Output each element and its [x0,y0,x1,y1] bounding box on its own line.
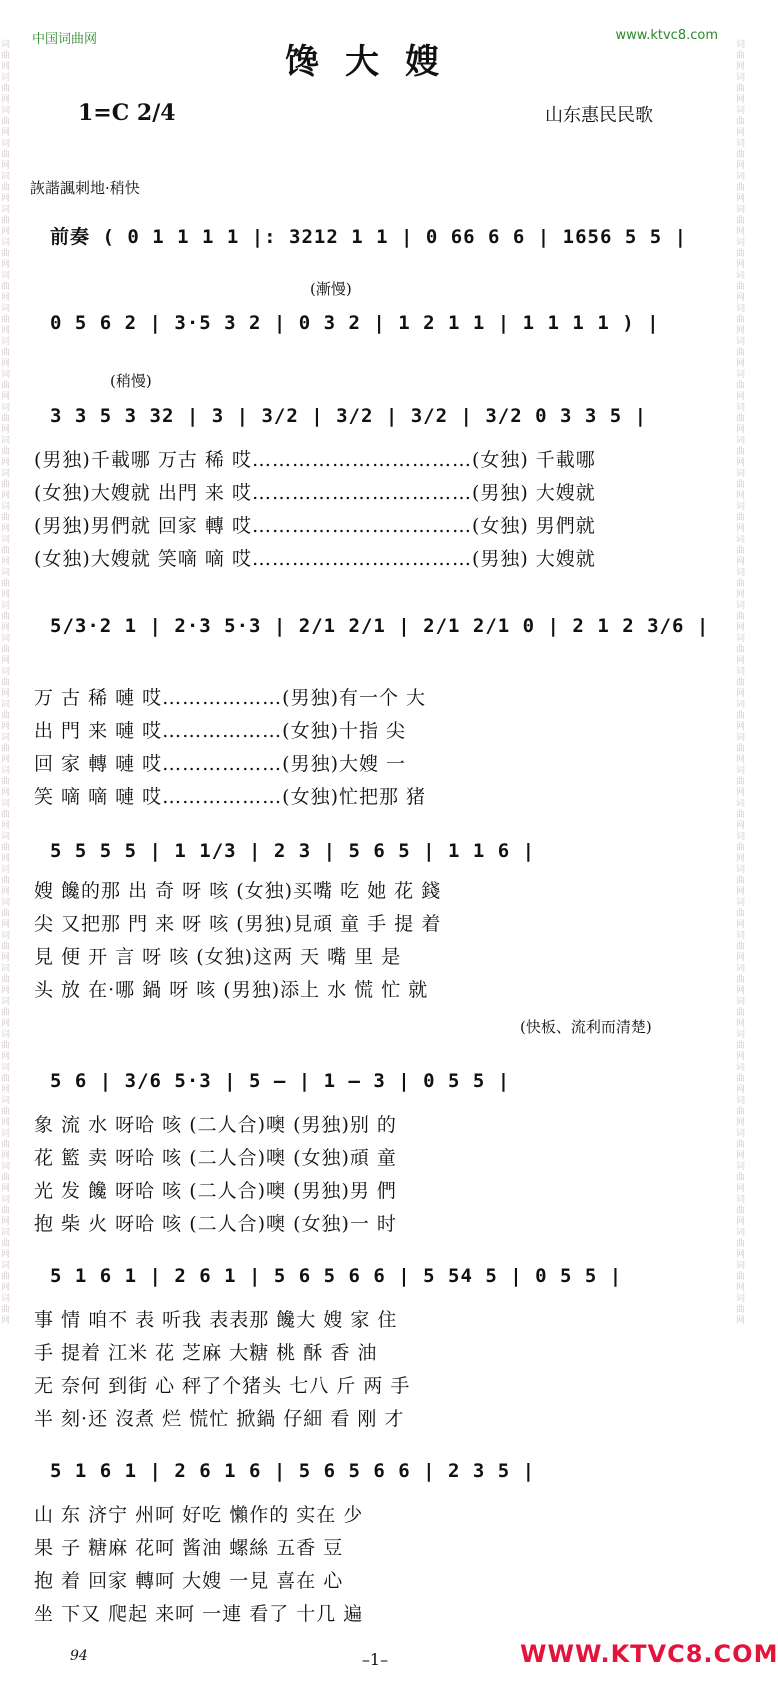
lyric-row: 万 古 稀 嗹 哎………………(男独)有一个 大 [34,687,427,709]
notation-row: 0 5 6 2 | 3·5 3 2 | 0 3 2 | 1 2 1 1 | 1 1 1 1 ) | [50,312,660,334]
song-source: 山东惠民民歌 [545,105,653,126]
watermark-right: www.ktvc8.com [615,28,718,43]
notation-row: 5/3·2 1 | 2·3 5·3 | 2/1 2/1 | 2/1 2/1 0 | 2 1 2 3/6 | [50,615,710,637]
notation-row: 5 5 5 5 | 1 1/3 | 2 3 | 5 6 5 | 1 1 6 | [50,840,536,862]
lyric-row: 花 籃 卖 呀哈 咳 (二人合)噢 (女独)頑 童 [34,1147,397,1169]
lyric-row: 尖 又把那 門 来 呀 咳 (男独)見頑 童 手 提 着 [34,913,442,935]
song-title: 馋大嫂 [285,42,465,82]
lyric-row: (男独)男們就 回家 轉 哎……………………………(女独) 男們就 [34,515,596,537]
lyric-row: (女独)大嫂就 笑嘀 嘀 哎……………………………(男独) 大嫂就 [34,548,596,570]
tempo-marking: 詼諧諷刺地·稍快 [30,179,140,197]
lyric-row: 头 放 在·哪 鍋 呀 咳 (男独)添上 水 慌 忙 就 [34,979,429,1001]
lyric-row: 回 家 轉 嗹 哎………………(男独)大嫂 一 [34,753,407,775]
notation-row: 前奏 ( 0 1 1 1 1 |: 3212 1 1 | 0 66 6 6 | 1656 5 5 | [50,226,688,248]
footer-left: 94 [70,1648,88,1664]
side-watermark-left: 词曲网词曲网词曲网词曲网词曲网词曲网词曲网词曲网词曲网词曲网词曲网词曲网词曲网词曲网词曲网词曲网词曲网词曲网词曲网词曲网词曲网词曲网词曲网词曲网词曲网词曲网词曲网词曲网词曲网词曲网词曲网词曲网词曲网词曲网词曲网词曲网词曲网词曲网词曲网 [1,40,11,1326]
lyric-row: 光 发 饞 呀哈 咳 (二人合)噢 (男独)男 們 [34,1180,397,1202]
lyric-row: 山 东 济宁 州呵 好吃 懶作的 实在 少 [34,1504,364,1526]
lyric-row: 半 刻·还 沒煮 烂 慌忙 掀鍋 仔細 看 刚 才 [34,1408,405,1430]
lyric-row: (女独)大嫂就 出門 来 哎……………………………(男独) 大嫂就 [34,482,596,504]
lyric-row: 嫂 饞的那 出 奇 呀 咳 (女独)买嘴 吃 她 花 錢 [34,880,442,902]
lyric-row: 手 提着 江米 花 芝麻 大糖 桃 酥 香 油 [34,1342,378,1364]
performance-mark: (漸慢) [310,280,352,298]
lyric-row: (男独)千載哪 万古 稀 哎……………………………(女独) 千載哪 [34,449,596,471]
lyric-row: 事 情 咱不 表 听我 表表那 饞大 嫂 家 住 [34,1309,398,1331]
key-signature: 1=C 2/4 [78,100,176,126]
lyric-row: 果 子 糖麻 花呵 酱油 螺絲 五香 豆 [34,1537,344,1559]
lyric-row: 見 便 开 言 呀 咳 (女独)这两 天 嘴 里 是 [34,946,402,968]
lyric-row: 出 門 来 嗹 哎………………(女独)十指 尖 [34,720,407,742]
lyric-row: 抱 柴 火 呀哈 咳 (二人合)噢 (女独)一 时 [34,1213,397,1235]
notation-row: 5 1 6 1 | 2 6 1 6 | 5 6 5 6 6 | 2 3 5 | [50,1460,536,1482]
performance-mark: (快板、流利而清楚) [520,1018,652,1036]
page-number: –1– [361,1650,389,1669]
side-watermark-right: 词曲网词曲网词曲网词曲网词曲网词曲网词曲网词曲网词曲网词曲网词曲网词曲网词曲网词曲网词曲网词曲网词曲网词曲网词曲网词曲网词曲网词曲网词曲网词曲网词曲网词曲网词曲网词曲网词曲网词曲网词曲网词曲网词曲网词曲网词曲网词曲网词曲网词曲网词曲网 [736,40,746,1326]
footer-url: WWW.KTVC8.COM [520,1640,778,1668]
notation-row: 5 1 6 1 | 2 6 1 | 5 6 5 6 6 | 5 54 5 | 0 5 5 | [50,1265,623,1287]
lyric-row: 无 奈何 到街 心 秤了个猪头 七八 斤 两 手 [34,1375,411,1397]
lyric-row: 坐 下又 爬起 来呵 一連 看了 十几 遍 [34,1603,364,1625]
performance-mark: (稍慢) [110,372,152,390]
lyric-row: 笑 嘀 嘀 嗹 哎………………(女独)忙把那 猪 [34,786,427,808]
notation-row: 3 3 5 3 32 | 3 | 3/2 | 3/2 | 3/2 | 3/2 0 3 3 5 | [50,405,648,427]
watermark-left: 中国词曲网 [32,32,98,47]
notation-row: 5 6 | 3/6 5·3 | 5 — | 1 — 3 | 0 5 5 | [50,1070,511,1092]
lyric-row: 象 流 水 呀哈 咳 (二人合)噢 (男独)别 的 [34,1114,397,1136]
lyric-row: 抱 着 回家 轉呵 大嫂 一見 喜在 心 [34,1570,344,1592]
